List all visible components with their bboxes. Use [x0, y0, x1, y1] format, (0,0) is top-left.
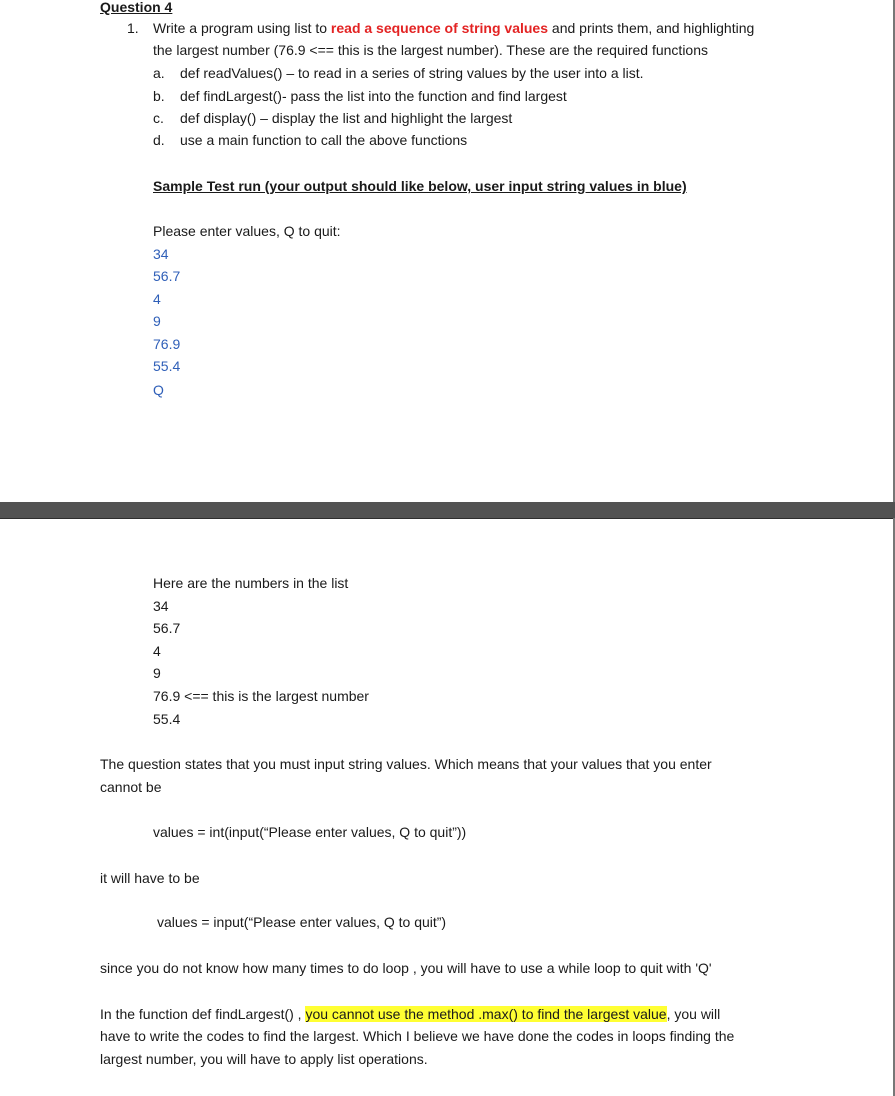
sample-input: 76.9 [153, 336, 181, 352]
question-line-1 [153, 19, 754, 37]
note-paragraph-3: since you do not know how many times to do loop , you will have to use a while loop to quit with 'Q' [100, 960, 712, 976]
item-number: 1. [127, 20, 139, 36]
note-paragraph-2: it will have to be [100, 870, 200, 886]
subitem-a-text: def readValues() – to read in a series of string values by the user into a list. [180, 65, 644, 81]
note-paragraph-4-line-2: have to write the codes to find the largest. Which I believe we have done the codes in loops finding the [100, 1028, 735, 1044]
output-value: 55.4 [153, 711, 181, 727]
subitem-c-marker: c. [153, 110, 164, 126]
sample-heading: Sample Test run (your output should like below, user input string values in blue) [153, 178, 687, 194]
output-value: 9 [153, 665, 161, 681]
highlighted-warning: you cannot use the method .max() to find the largest value [305, 1006, 667, 1022]
sample-input: 55.4 [153, 358, 181, 374]
note-paragraph-1-line-2: cannot be [100, 779, 162, 795]
code-wrong: values = int(input(“Please enter values, Q to quit”)) [153, 824, 467, 840]
output-value: 56.7 [153, 620, 181, 636]
question-line-2: the largest number (76.9 <== this is the largest number). These are the required functions [153, 42, 708, 58]
question-line-1-start: Write a program using list to [153, 20, 331, 36]
sample-input: 34 [153, 246, 169, 262]
note-paragraph-4-end: , you will [666, 1006, 721, 1022]
code-right: values = input(“Please enter values, Q to quit”) [157, 914, 447, 930]
sample-input: 4 [153, 291, 161, 307]
question-title: Question 4 [100, 0, 173, 15]
subitem-a-marker: a. [153, 65, 165, 81]
output-value: 34 [153, 598, 169, 614]
subitem-c-text: def display() – display the list and highlight the largest [180, 110, 513, 126]
note-paragraph-1-line-1: The question states that you must input string values. Which means that your values that you enter [100, 756, 712, 772]
output-value-largest: 76.9 <== this is the largest number [153, 688, 369, 704]
note-paragraph-4-start: In the function def findLargest() , [100, 1006, 306, 1022]
sample-input: 56.7 [153, 268, 181, 284]
subitem-b-text: def findLargest()- pass the list into the function and find largest [180, 88, 567, 104]
subitem-b-marker: b. [153, 88, 165, 104]
subitem-d-marker: d. [153, 132, 165, 148]
sample-prompt: Please enter values, Q to quit: [153, 223, 341, 239]
note-paragraph-4-line-1 [100, 1005, 720, 1023]
subitem-d-text: use a main function to call the above functions [180, 132, 468, 148]
question-line-1-end: and prints them, and highlighting [548, 20, 755, 36]
sample-input: 9 [153, 313, 161, 329]
note-paragraph-4-line-3: largest number, you will have to apply list operations. [100, 1051, 428, 1067]
question-emphasis: read a sequence of string values [330, 20, 549, 36]
output-heading: Here are the numbers in the list [153, 575, 349, 591]
page-divider [0, 502, 895, 519]
sample-input: Q [153, 382, 164, 398]
output-value: 4 [153, 643, 161, 659]
